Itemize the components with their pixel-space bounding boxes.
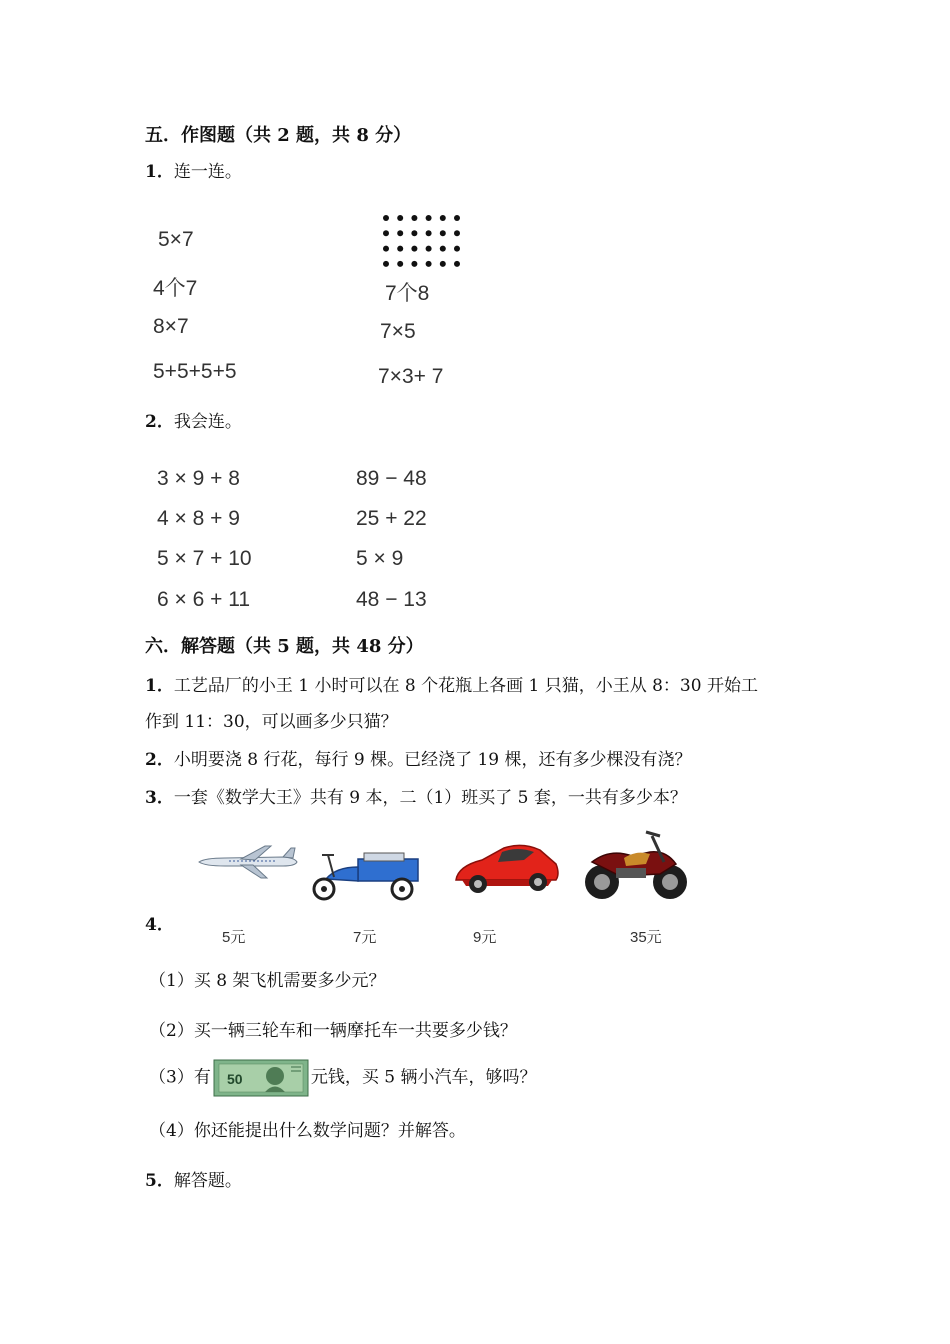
- dot: [426, 261, 432, 267]
- dot: [454, 215, 460, 221]
- s6-question-1-line-2: 作到 11：30，可以画多少只猫？: [145, 712, 398, 732]
- q2-left-item-4: 6 × 6 + 11: [157, 588, 251, 611]
- dot: [383, 261, 389, 267]
- q2-left-item-3: 5 × 7 + 10: [157, 547, 252, 570]
- question-text: 解答题。: [173, 1171, 242, 1191]
- dot: [454, 261, 460, 267]
- q4-sub-question-4: （4）你还能提出什么数学问题？并解答。: [149, 1121, 466, 1141]
- race-car-price: 9元: [473, 929, 497, 946]
- question-text: 连一连。: [173, 162, 242, 182]
- tricycle-icon: [306, 845, 426, 903]
- sub-question-3-prefix: （3）有: [149, 1067, 211, 1088]
- s6-question-1-line-1: [145, 671, 758, 696]
- q4-sub-question-2: （2）买一辆三轮车和一辆摩托车一共要多少钱？: [149, 1021, 517, 1041]
- sub-question-3-suffix: 元钱，买 5 辆小汽车，够吗？: [310, 1067, 537, 1088]
- s6-question-3: [145, 783, 687, 808]
- dot: [411, 215, 417, 221]
- question-number: 5．: [145, 1171, 174, 1191]
- q4-sub-question-1: （1）买 8 架飞机需要多少元？: [149, 971, 386, 991]
- q1-left-item-3: 8×7: [153, 315, 189, 338]
- dot: [440, 246, 446, 252]
- q1-left-item-4: 5+5+5+5: [153, 360, 237, 383]
- motorcycle-icon: [580, 822, 692, 906]
- dot: [383, 230, 389, 236]
- q4-sub-question-3: [149, 1059, 536, 1097]
- race-car-icon: [452, 836, 562, 900]
- question-number: 1．: [145, 676, 174, 696]
- q2-left-item-2: 4 × 8 + 9: [157, 507, 240, 530]
- q2-right-item-4: 48 − 13: [356, 588, 427, 611]
- dot: [426, 215, 432, 221]
- q1-right-item-2: 7×5: [380, 320, 416, 343]
- s5-question-1: [145, 157, 242, 182]
- section-6-title: 六．解答题（共 5 题，共 48 分）: [145, 636, 424, 657]
- s6-question-2: [145, 745, 692, 770]
- q1-right-item-3: 7×3+ 7: [378, 365, 444, 388]
- question-number: 2．: [145, 750, 174, 770]
- q1-left-item-1: 5×7: [158, 228, 194, 251]
- question-text: 一套《数学大王》共有 9 本，二（1）班买了 5 套，一共有多少本？: [173, 788, 687, 808]
- section-5-title: 五．作图题（共 2 题，共 8 分）: [145, 125, 412, 146]
- tricycle-price: 7元: [353, 929, 377, 946]
- dot: [454, 246, 460, 252]
- question-text: 工艺品厂的小王 1 小时可以在 8 个花瓶上各画 1 只猫，小王从 8：30 开始工: [173, 676, 758, 696]
- question-number: 3．: [145, 788, 174, 808]
- question-number: 1．: [145, 162, 174, 182]
- banknote-icon: [213, 1059, 309, 1097]
- dot: [411, 261, 417, 267]
- q2-right-item-1: 89 − 48: [356, 467, 427, 490]
- dot: [454, 230, 460, 236]
- dot: [411, 246, 417, 252]
- s6-question-4: [145, 910, 174, 935]
- dot-array-figure: [380, 212, 464, 270]
- q2-right-item-3: 5 × 9: [356, 547, 404, 570]
- dot: [411, 230, 417, 236]
- dot: [383, 246, 389, 252]
- question-number: 2．: [145, 412, 174, 432]
- q2-right-item-2: 25 + 22: [356, 507, 427, 530]
- motorcycle-price: 35元: [630, 929, 662, 946]
- q1-left-item-2: 4个7: [153, 277, 198, 300]
- dot: [383, 215, 389, 221]
- q1-right-item-1: 7个8: [385, 282, 430, 305]
- dot: [397, 230, 403, 236]
- airplane-price: 5元: [222, 929, 246, 946]
- question-text: 小明要浇 8 行花，每行 9 棵。已经浇了 19 棵，还有多少棵没有浇？: [173, 750, 692, 770]
- dot: [440, 215, 446, 221]
- q2-left-item-1: 3 × 9 + 8: [157, 467, 240, 490]
- dot: [440, 261, 446, 267]
- dot: [426, 230, 432, 236]
- question-text: 我会连。: [173, 412, 242, 432]
- question-number: 4．: [145, 915, 174, 935]
- dot: [397, 261, 403, 267]
- dot: [397, 215, 403, 221]
- airplane-icon: [195, 842, 299, 882]
- s5-question-2: [145, 407, 242, 432]
- dot: [397, 246, 403, 252]
- s6-question-5: [145, 1166, 242, 1191]
- banknote-value: 50: [226, 1071, 243, 1087]
- dot: [440, 230, 446, 236]
- dot: [426, 246, 432, 252]
